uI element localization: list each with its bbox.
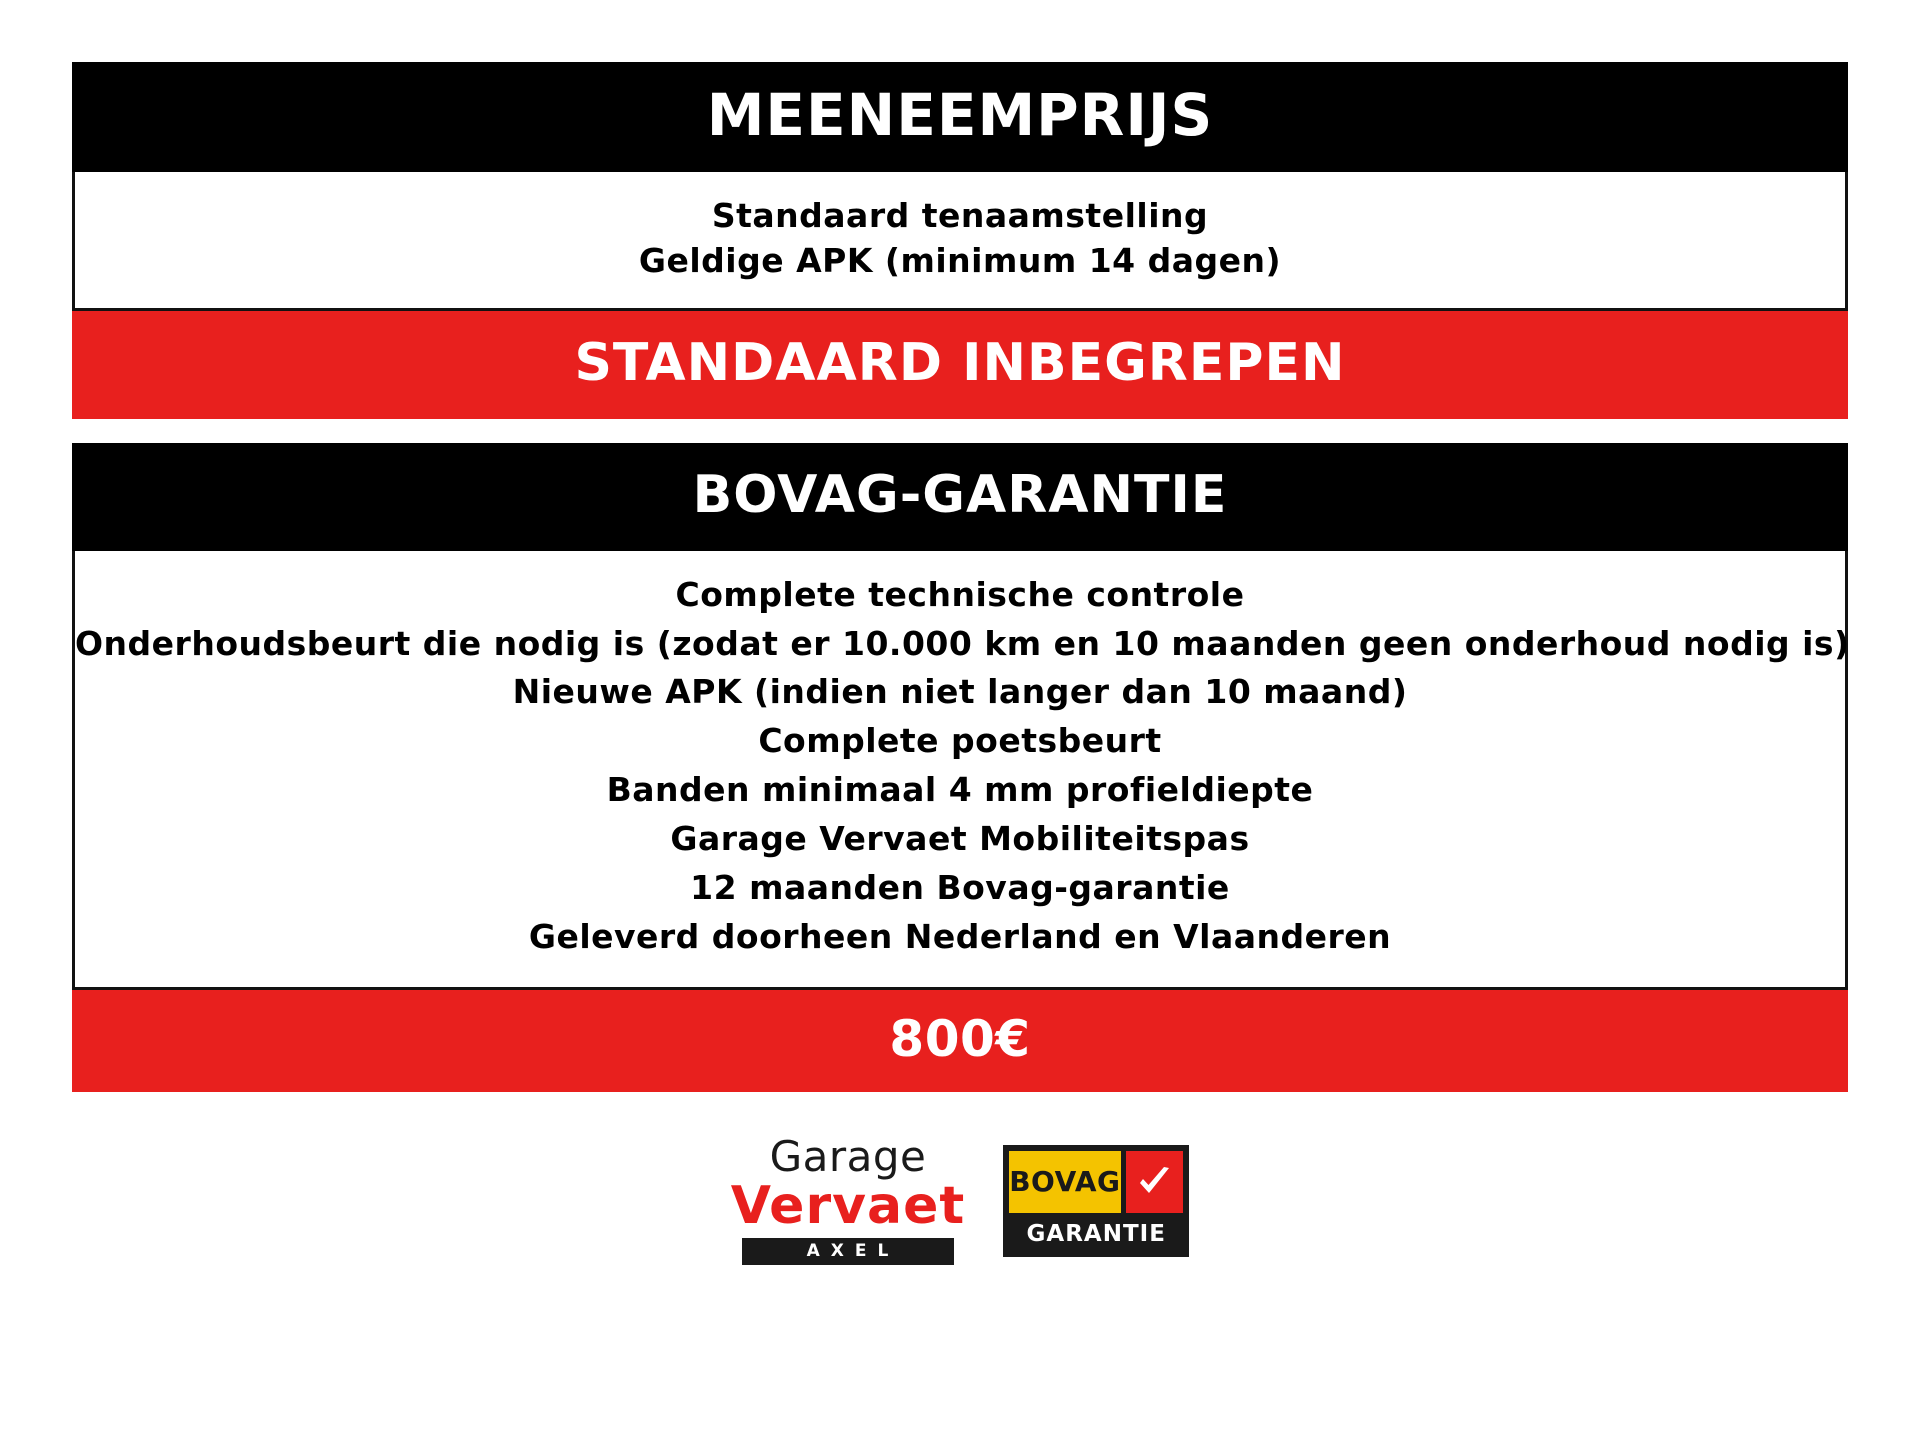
price-badge: 800€	[72, 990, 1848, 1092]
garage-logo-word-bottom: AXEL	[742, 1238, 954, 1265]
bovag-logo-subtitle: GARANTIE	[1026, 1220, 1166, 1247]
benefit-line: Geleverd doorheen Nederland en Vlaanderen	[528, 916, 1392, 956]
section-divider	[72, 419, 1848, 443]
benefit-line: Onderhoudsbeurt die nodig is (zodat er 10.000 km en 10 maanden geen onderhoud nodig is)	[75, 623, 1850, 663]
standaard-inbegrepen-banner: STANDAARD INBEGREPEN	[72, 311, 1848, 419]
meeneemprijs-title: MEENEEMPRIJS	[72, 62, 1848, 172]
benefit-line: Nieuwe APK (indien niet langer dan 10 maand)	[512, 672, 1408, 712]
footer-logos	[72, 1132, 1848, 1265]
garage-logo-word-main: Vervaet	[730, 1176, 966, 1237]
benefit-line: Banden minimaal 4 mm profieldiepte	[606, 770, 1314, 810]
bovag-garantie-title: BOVAG-GARANTIE	[72, 443, 1848, 551]
condition-line: Standaard tenaamstelling	[711, 196, 1209, 235]
bovag-benefit-list	[72, 551, 1848, 991]
benefit-line: Complete technische controle	[675, 574, 1245, 614]
benefit-line: Garage Vervaet Mobiliteitspas	[670, 818, 1250, 858]
bovag-logo-name: BOVAG	[1009, 1151, 1120, 1213]
benefit-line: Complete poetsbeurt	[758, 721, 1162, 761]
bovag-logo-top-row	[1009, 1151, 1183, 1213]
condition-line: Geldige APK (minimum 14 dagen)	[638, 240, 1282, 280]
check-icon	[1126, 1151, 1184, 1213]
meeneemprijs-conditions	[72, 172, 1848, 311]
bovag-garantie-logo	[1003, 1145, 1189, 1257]
garage-vervaet-logo	[730, 1132, 966, 1265]
benefit-line: 12 maanden Bovag-garantie	[690, 867, 1230, 907]
garage-logo-word-top: Garage	[769, 1132, 927, 1182]
